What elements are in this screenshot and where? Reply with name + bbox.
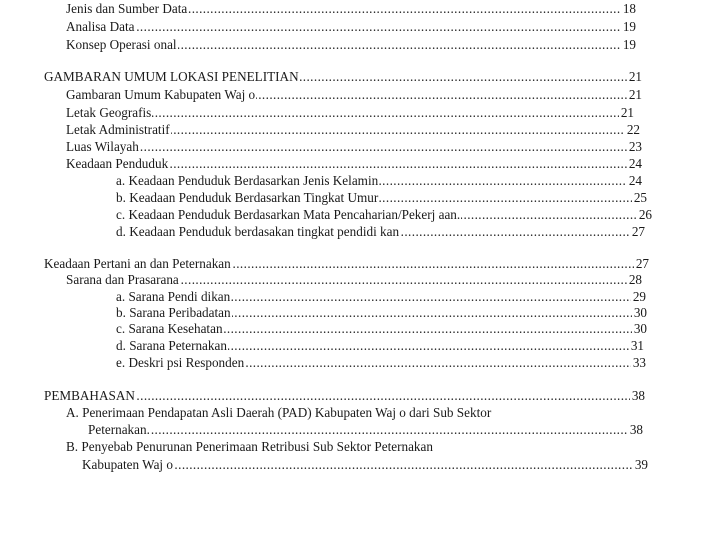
toc-entry-page: 33 xyxy=(632,355,646,370)
toc-chapter xyxy=(44,387,645,405)
toc-entry-page: 29 xyxy=(632,289,646,304)
toc-entry-page: 21 xyxy=(620,105,634,120)
toc-entry-continued xyxy=(88,421,643,439)
toc-entry-page: 21 xyxy=(628,69,642,84)
toc-entry-page: 27 xyxy=(631,224,645,239)
toc-entry xyxy=(66,18,636,36)
toc-entry-continued xyxy=(82,456,648,474)
toc-subentry xyxy=(116,189,647,207)
toc-entry-title: d. Keadaan Penduduk berdasakan tingkat pendidi kan xyxy=(116,224,400,239)
toc-entry-title: Kabupaten Waj o xyxy=(82,457,173,472)
toc-entry-page: 18 xyxy=(622,1,636,16)
toc-entry-title: Gambaran Umum Kabupaten Waj o xyxy=(66,87,256,102)
toc-entry xyxy=(66,0,636,18)
toc-entry-title: e. Deskri psi Responden xyxy=(116,355,245,370)
toc-entry-title: Konsep Operasi onal xyxy=(66,37,177,52)
toc-entry xyxy=(66,121,640,139)
toc-entry-page: 24 xyxy=(628,156,642,171)
toc-subentry xyxy=(116,206,652,224)
toc-entry-page: 22 xyxy=(626,122,640,137)
toc-entry-page: 19 xyxy=(622,19,636,34)
toc-entry-page: 19 xyxy=(622,37,636,52)
toc-entry xyxy=(66,104,634,122)
toc-entry-title: c. Sarana Kesehatan xyxy=(116,321,223,336)
toc-entry-title: A. Penerimaan Pendapatan Asli Daerah (PAD) Kabupaten Waj o dari Sub Sektor xyxy=(66,405,492,420)
toc-entry-title: Sarana dan Prasarana xyxy=(66,272,179,287)
toc-subentry xyxy=(116,354,646,372)
toc-entry-page: 25 xyxy=(633,190,647,205)
toc-entry xyxy=(66,271,642,289)
toc-entry-page: 21 xyxy=(628,87,642,102)
toc-entry-title: d. Sarana Peternakan xyxy=(116,338,227,353)
toc-entry xyxy=(66,36,636,54)
toc-chapter-title: PEMBAHASAN xyxy=(44,388,135,403)
toc-entry-title: Letak Geografis xyxy=(66,105,152,120)
toc-entry-title: Jenis dan Sumber Data xyxy=(66,1,188,16)
toc-entry-page: 38 xyxy=(629,422,643,437)
toc-entry-page: 28 xyxy=(628,272,642,287)
toc-chapter-title: Keadaan Pertani an dan Peternakan xyxy=(44,256,231,271)
toc-subentry xyxy=(116,337,644,355)
toc-entry-page: 24 xyxy=(628,173,642,188)
toc-entry-title: B. Penyebab Penurunan Penerimaan Retribusi Sub Sektor Peternakan xyxy=(66,439,433,454)
toc-chapter xyxy=(44,68,642,86)
toc-subentry xyxy=(116,320,647,338)
toc-chapter-title: GAMBARAN UMUM LOKASI PENELITIAN xyxy=(44,69,299,84)
toc-entry-title: a. Sarana Pendi dikan xyxy=(116,289,231,304)
toc-entry-page: 30 xyxy=(633,321,647,336)
toc-entry-page: 39 xyxy=(634,457,648,472)
toc-entry-page: 30 xyxy=(633,305,647,320)
toc-entry-title: Peternakan. xyxy=(88,422,150,437)
toc-entry-title: Analisa Data xyxy=(66,19,135,34)
toc-subentry xyxy=(116,172,642,190)
toc-entry xyxy=(66,155,642,173)
toc-entry-title: Keadaan Penduduk xyxy=(66,156,169,171)
toc-entry-title: Luas Wilayah xyxy=(66,139,139,154)
toc-entry-title: Letak Administratif xyxy=(66,122,170,137)
toc-entry-page: 26 xyxy=(638,207,652,222)
toc-entry xyxy=(66,86,642,104)
toc-entry-title: c. Keadaan Penduduk Berdasarkan Mata Pencaharian/Pekerj aan. xyxy=(116,207,461,222)
toc-entry-title: b. Sarana Peribadatan xyxy=(116,305,231,320)
toc-entry xyxy=(66,138,642,156)
toc-entry-title: b. Keadaan Penduduk Berdasarkan Tingkat Umur xyxy=(116,190,379,205)
toc-entry-page: 31 xyxy=(630,338,644,353)
toc-entry-title: a. Keadaan Penduduk Berdasarkan Jenis Kelamin xyxy=(116,173,379,188)
toc-subentry xyxy=(116,223,645,241)
toc-entry-page: 27 xyxy=(635,256,649,271)
toc-entry-page: 23 xyxy=(628,139,642,154)
toc-entry-page: 38 xyxy=(631,388,645,403)
